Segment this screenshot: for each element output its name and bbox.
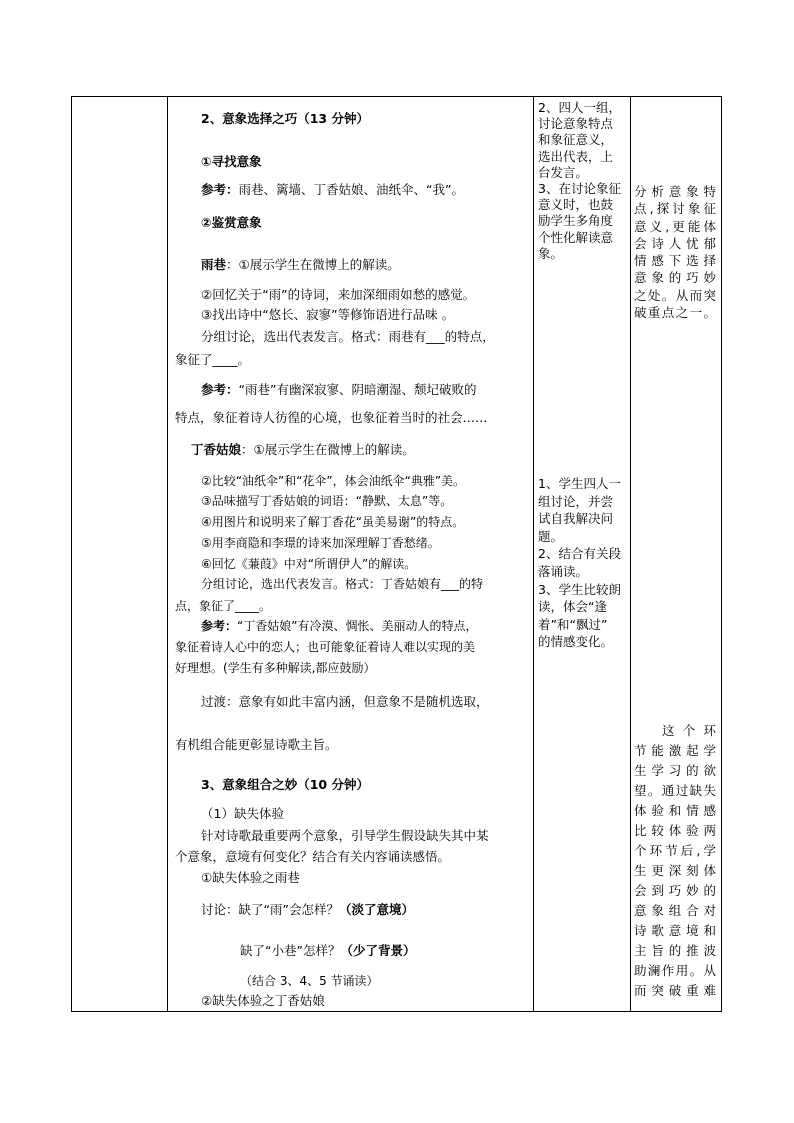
activity-line: 象。	[538, 245, 564, 261]
discussion-question-1	[201, 902, 414, 918]
intent-line: 意义,更能体	[634, 218, 716, 234]
intent-line: 意象组合对	[634, 903, 716, 918]
activity-line: 试自我解决问	[538, 511, 614, 527]
yuxiang-step: 分组讨论，选出代表发言。格式：雨巷有___的特点，	[201, 329, 495, 344]
intent-line: 主旨的推波	[634, 943, 716, 958]
design-intent-note-2	[634, 721, 716, 1001]
dingxiang-step: ⑥回忆《蒹葭》中对“所谓伊人”的解读。	[201, 557, 417, 571]
student-activities-group-1	[538, 100, 630, 262]
section3-intro: 个意象，意境有何变化？结合有关内容诵读感悟。	[175, 849, 451, 864]
missing-experience-subheading: （1）缺失体验	[201, 806, 284, 821]
activity-line: 讨论意象特点	[538, 116, 614, 132]
activity-line: 个性化解读意	[538, 229, 614, 245]
intent-line: 个环节后,学	[634, 843, 716, 858]
activity-line: 落诵读。	[538, 563, 589, 579]
yuxiang-step: 象征了____。	[175, 352, 251, 367]
dingxiang-reference-text: 象征着诗人心中的恋人；也可能象征着诗人难以实现的美	[175, 640, 476, 654]
intent-line: 分析意象特	[634, 184, 716, 199]
intent-line: 节能激起学	[634, 743, 716, 758]
activity-line: 组讨论，并尝	[538, 493, 614, 509]
intent-line: 点,探讨象征	[634, 201, 716, 217]
activity-line: 3、在讨论象征	[538, 181, 621, 197]
dingxiang-label: 丁香姑娘	[191, 442, 242, 457]
yuxiang-step: ③找出诗中“悠长、寂寥”等修饰语进行品味 。	[201, 307, 455, 322]
reference-text: 雨巷、篱墙、丁香姑娘、油纸伞、“我”。	[238, 182, 464, 197]
reference-label: 参考：	[201, 182, 239, 197]
intent-line: 助澜作用。从	[634, 963, 716, 978]
transition-text: 过渡：意象有如此丰富内涵，但意象不是随机选取，	[201, 694, 489, 709]
activity-line: 3、学生比较朗	[538, 581, 621, 597]
intent-line: 比较体验两	[634, 823, 716, 838]
activity-line: 意义时，也鼓	[538, 197, 614, 213]
yuxiang-reference-text: 特点，象征着诗人彷徨的心境，也象征着当时的社会……	[175, 410, 488, 425]
activity-line: 的情感变化。	[538, 634, 614, 650]
design-intent-note-1	[634, 183, 716, 321]
yuxiang-reference-label: 参考：	[201, 382, 239, 397]
question-2-text: 缺了“小巷”怎样？	[240, 943, 341, 958]
student-activities-group-2	[538, 475, 630, 651]
intent-line: 这个环	[662, 723, 716, 738]
question-1-answer: （淡了意境）	[338, 902, 414, 917]
dingxiang-step: ⑤用李商隐和李璟的诗来加深理解丁香愁绪。	[201, 536, 440, 550]
dingxiang-step: 点，象征了____。	[175, 599, 272, 613]
intent-line: 望。通过缺失	[634, 783, 716, 798]
activity-line: 励学生多角度	[538, 213, 614, 229]
section3-intro: 针对诗歌最重要两个意象，引导学生假设缺失其中某	[201, 828, 489, 843]
yuxiang-step: ②回忆关于“雨”的诗词，来加深细雨如愁的感觉。	[201, 287, 476, 302]
dingxiang-line	[191, 442, 415, 458]
activity-line: 台发言。	[538, 164, 589, 180]
intent-line: 诗歌意境和	[634, 923, 716, 938]
intent-line: 之处。从而突	[634, 287, 716, 303]
intent-line: 会诗人忧郁	[634, 235, 716, 251]
intent-line: 体验和情感	[634, 803, 716, 818]
dingxiang-reference-line	[201, 618, 477, 635]
appreciate-imagery-heading: ②鉴赏意象	[201, 215, 262, 230]
dingxiang-reference-label: 参考：	[201, 619, 238, 633]
intent-line: 情感下选择	[634, 253, 716, 269]
activity-line: 2、四人一组，	[538, 100, 621, 115]
dingxiang-text: ：①展示学生在微博上的解读。	[241, 442, 415, 457]
missing-dingxiang-item: ②缺失体验之丁香姑娘	[201, 993, 325, 1008]
section3-heading: 3、意象组合之妙（10 分钟）	[201, 777, 369, 792]
reference-line	[201, 182, 464, 198]
dingxiang-step: 分组讨论，选出代表发言。格式：丁香姑娘有___的特	[201, 577, 484, 591]
yuxiang-reference-line	[201, 382, 476, 398]
yuxiang-label: 雨巷	[201, 257, 227, 272]
yuxiang-text: ：①展示学生在微博上的解读。	[226, 257, 400, 272]
intent-line: 会到巧妙的	[634, 883, 716, 898]
activity-line: 1、学生四人一	[538, 476, 621, 491]
section2-heading: 2、意象选择之巧（13 分钟）	[201, 111, 369, 126]
question-1-text: 讨论：缺了“雨”会怎样？	[201, 902, 339, 917]
activity-line: 着”和“飘过”	[538, 616, 608, 632]
recite-note: （结合 3、4、5 节诵读）	[240, 974, 379, 988]
dingxiang-reference-text: “丁香姑娘”有冷漠、惆怅、美丽动人的特点，	[237, 619, 478, 633]
intent-line: 破重点之一。	[634, 305, 716, 321]
column-divider-2	[533, 97, 534, 1011]
intent-line: 而突破重难	[634, 983, 716, 998]
discussion-question-2	[240, 943, 415, 959]
column-divider-3	[630, 97, 631, 1011]
activity-line: 2、结合有关段	[538, 546, 621, 562]
transition-text: 有机组合能更彰显诗歌主旨。	[175, 737, 338, 752]
dingxiang-reference-text: 好理想。(学生有多种解读,都应鼓励）	[175, 661, 376, 675]
activity-line: 读，体会“逢	[538, 599, 607, 615]
yuxiang-reference-text: “雨巷”有幽深寂寥、阴暗潮湿、颓圮破败的	[238, 382, 477, 397]
missing-yuxiang-item: ①缺失体验之雨巷	[201, 870, 300, 885]
find-imagery-heading: ①寻找意象	[201, 154, 262, 169]
activity-line: 和象征意义，	[538, 132, 614, 148]
intent-line: 生学习的欲	[634, 763, 716, 778]
intent-line: 意象的巧妙	[634, 270, 716, 286]
column-divider-1	[167, 97, 168, 1011]
yuxiang-line	[201, 257, 400, 273]
dingxiang-step: ④用图片和说明来了解丁香花“虽美易谢”的特点。	[201, 515, 465, 529]
intent-line: 生更深刻体	[634, 863, 716, 878]
dingxiang-step: ③品味描写丁香姑娘的词语：“静默、太息”等。	[201, 494, 453, 508]
dingxiang-step: ②比较“油纸伞”和“花伞”，体会油纸伞“典雅”美。	[201, 474, 466, 488]
activity-line: 题。	[538, 528, 564, 544]
activity-line: 选出代表，上	[538, 148, 614, 164]
question-2-answer: （少了背景）	[340, 943, 416, 958]
